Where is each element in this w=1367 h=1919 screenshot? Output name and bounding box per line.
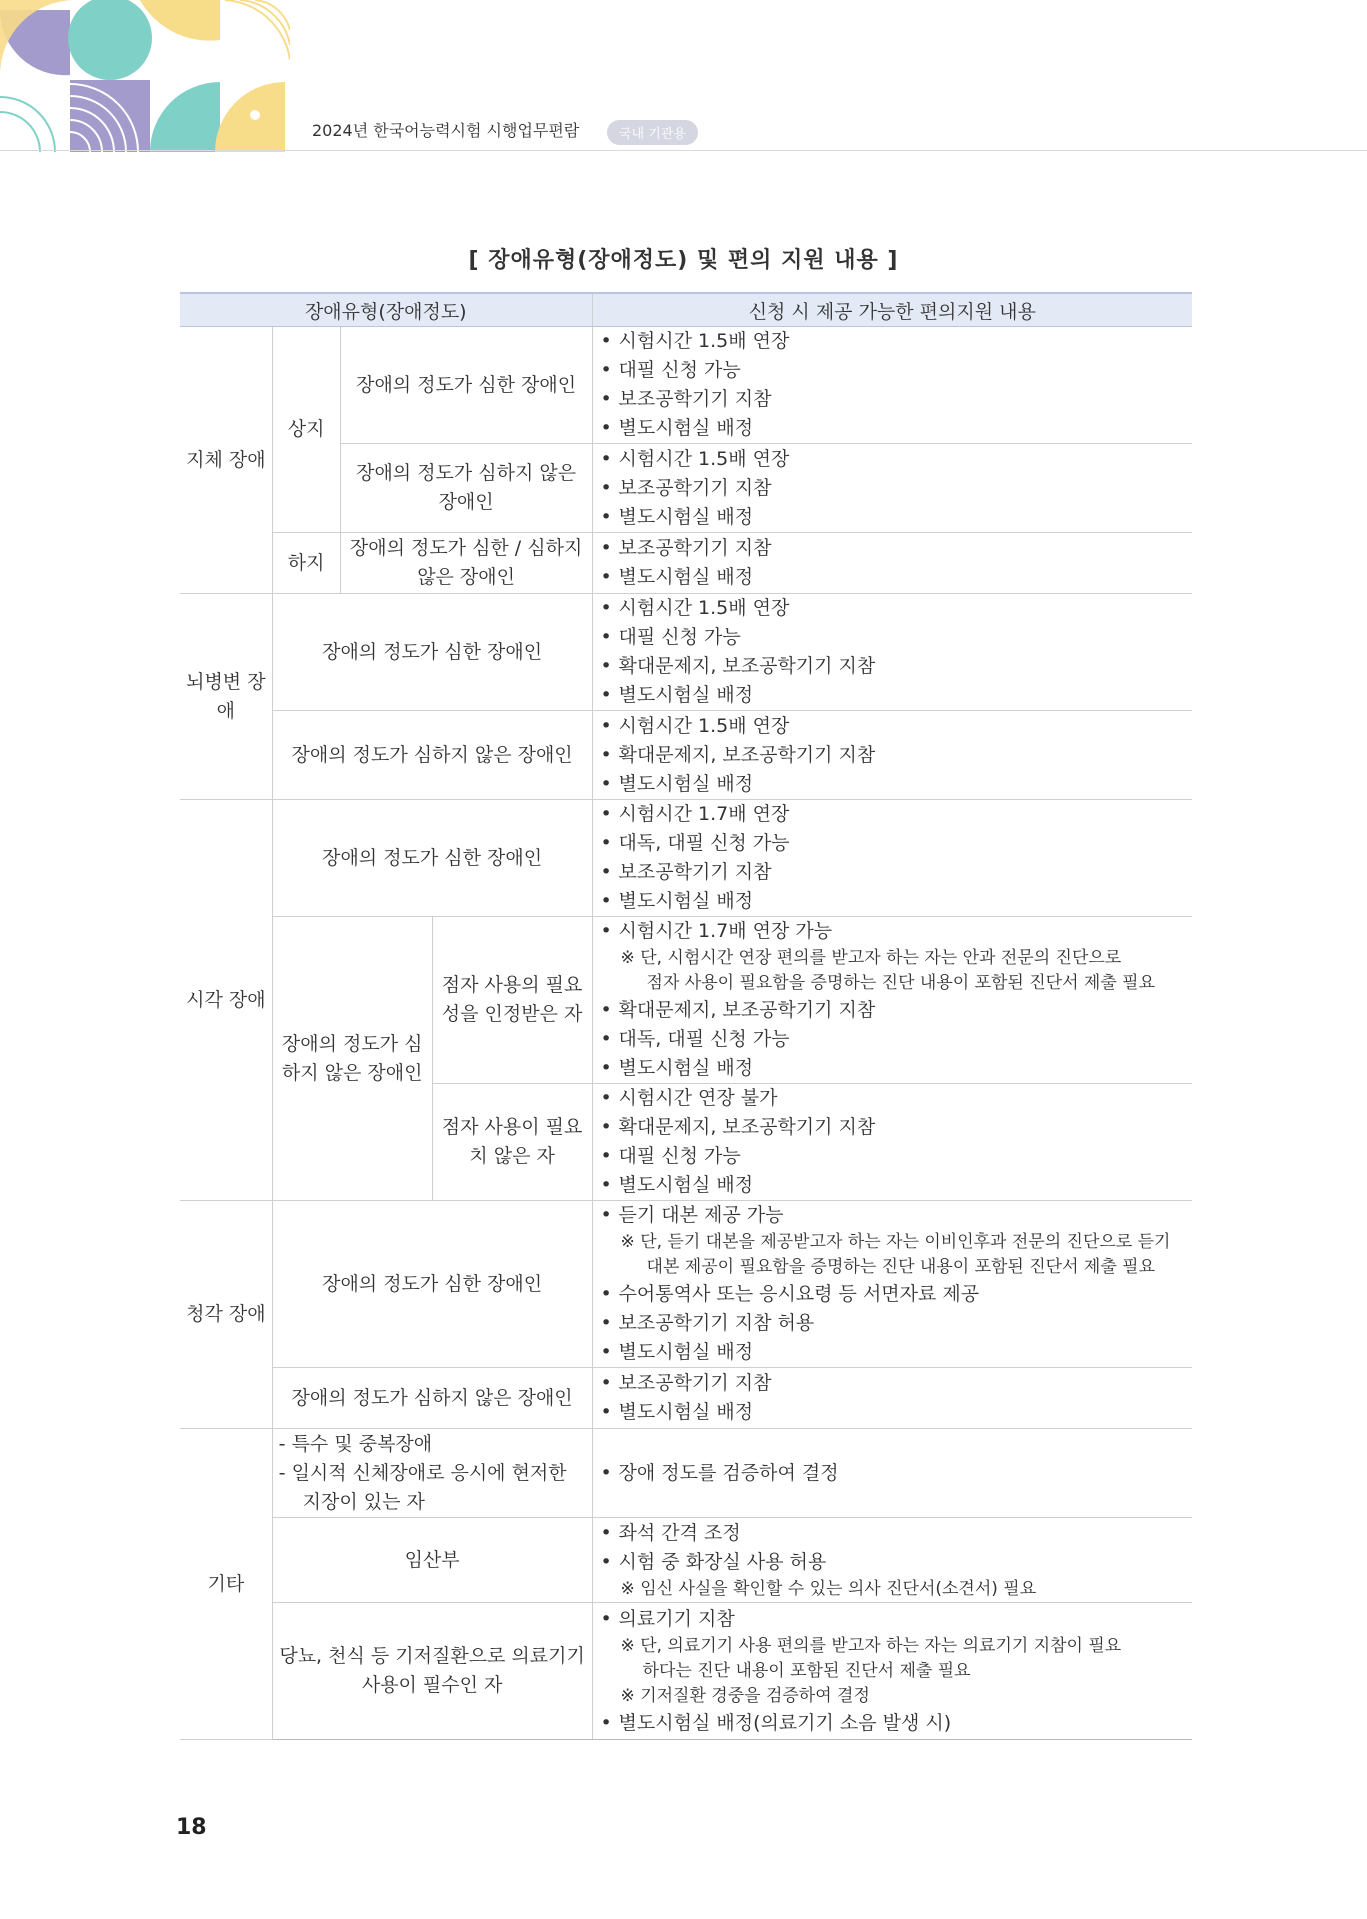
subcategory-upper-limb: 상지 — [272, 327, 340, 533]
column-header-support: 신청 시 제공 가능한 편의지원 내용 — [592, 293, 1192, 327]
degree-cell: 장애의 정도가 심한 장애인 — [272, 1201, 592, 1368]
degree-cell: 당뇨, 천식 등 기저질환으로 의료기기 사용이 필수인 자 — [272, 1603, 592, 1740]
header-badge: 국내 기관용 — [607, 120, 698, 145]
support-cell: • 시험시간 1.5배 연장 • 보조공학기기 지참 • 별도시험실 배정 — [592, 444, 1192, 533]
page-number: 18 — [176, 1815, 207, 1840]
degree-cell: - 특수 및 중복장애 - 일시적 신체장애로 응시에 현저한 지장이 있는 자 — [272, 1429, 592, 1518]
degree-cell: 장애의 정도가 심하지 않은 장애인 — [272, 917, 432, 1201]
table-row — [180, 594, 1192, 711]
header-decoration — [0, 0, 290, 152]
support-cell: • 시험시간 1.5배 연장 • 대필 신청 가능 • 확대문제지, 보조공학기기 지참 • 별도시험실 배정 — [592, 594, 1192, 711]
support-cell: • 시험시간 1.5배 연장 • 대필 신청 가능 • 보조공학기기 지참 • 별도시험실 배정 — [592, 327, 1192, 444]
support-cell: • 장애 정도를 검증하여 결정 — [592, 1429, 1192, 1518]
subdegree-cell: 점자 사용의 필요성을 인정받은 자 — [432, 917, 592, 1084]
table-header-row — [180, 293, 1192, 327]
support-cell: • 시험시간 1.7배 연장 • 대독, 대필 신청 가능 • 보조공학기기 지참 • 별도시험실 배정 — [592, 800, 1192, 917]
support-cell: • 좌석 간격 조정 • 시험 중 화장실 사용 허용 ※ 임신 사실을 확인할 수 있는 의사 진단서(소견서) 필요 — [592, 1518, 1192, 1603]
degree-cell: 장애의 정도가 심하지 않은 장애인 — [272, 1368, 592, 1429]
degree-cell: 장애의 정도가 심한 장애인 — [340, 327, 592, 444]
table-row — [180, 327, 1192, 444]
support-cell: • 보조공학기기 지참 • 별도시험실 배정 — [592, 1368, 1192, 1429]
support-cell: • 시험시간 연장 불가 • 확대문제지, 보조공학기기 지참 • 대필 신청 가능 • 별도시험실 배정 — [592, 1084, 1192, 1201]
support-cell: • 듣기 대본 제공 가능 ※ 단, 듣기 대본을 제공받고자 하는 자는 이비인후과 전문의 진단으로 듣기 대본 제공이 필요함을 증명하는 진단 내용이 포함된 진단서 제출 필요 • 수어통역사 또는 응시요령 등 서면자료 제공 • 보조공학기기 지참 허용 • 별도시험실 배정 — [592, 1201, 1192, 1368]
table-row — [180, 711, 1192, 800]
category-physical: 지체 장애 — [180, 327, 272, 594]
category-visual: 시각 장애 — [180, 800, 272, 1201]
table-row — [180, 1603, 1192, 1740]
degree-cell: 장애의 정도가 심한 / 심하지 않은 장애인 — [340, 533, 592, 594]
category-other: 기타 — [180, 1429, 272, 1740]
table-row — [180, 800, 1192, 917]
degree-cell: 장애의 정도가 심하지 않은 장애인 — [272, 711, 592, 800]
degree-cell: 장애의 정도가 심한 장애인 — [272, 594, 592, 711]
table-row — [180, 1429, 1192, 1518]
table-row — [180, 1201, 1192, 1368]
support-cell: • 시험시간 1.7배 연장 가능 ※ 단, 시험시간 연장 편의를 받고자 하는 자는 안과 전문의 진단으로 점자 사용이 필요함을 증명하는 진단 내용이 포함된 진단서 제출 필요 • 확대문제지, 보조공학기기 지참 • 대독, 대필 신청 가능 • 별도시험실 배정 — [592, 917, 1192, 1084]
table-row — [180, 1518, 1192, 1603]
table-row — [180, 917, 1192, 1084]
header-title: 2024년 한국어능력시험 시행업무편람 — [312, 121, 580, 140]
support-cell: • 시험시간 1.5배 연장 • 확대문제지, 보조공학기기 지참 • 별도시험실 배정 — [592, 711, 1192, 800]
support-cell: • 보조공학기기 지참 • 별도시험실 배정 — [592, 533, 1192, 594]
category-brain: 뇌병변 장애 — [180, 594, 272, 800]
category-hearing: 청각 장애 — [180, 1201, 272, 1429]
support-cell: • 의료기기 지참 ※ 단, 의료기기 사용 편의를 받고자 하는 자는 의료기기 지참이 필요 하다는 진단 내용이 포함된 진단서 제출 필요 ※ 기저질환 경중을 검증하여 결정 • 별도시험실 배정(의료기기 소음 발생 시) — [592, 1603, 1192, 1740]
table-row — [180, 533, 1192, 594]
degree-cell: 장애의 정도가 심한 장애인 — [272, 800, 592, 917]
subcategory-lower-limb: 하지 — [272, 533, 340, 594]
header-divider — [0, 150, 1367, 151]
table-title: [ 장애유형(장애정도) 및 편의 지원 내용 ] — [468, 248, 899, 273]
column-header-type: 장애유형(장애정도) — [180, 293, 592, 327]
subdegree-cell: 점자 사용이 필요치 않은 자 — [432, 1084, 592, 1201]
disability-support-table — [180, 292, 1192, 1740]
degree-cell: 임산부 — [272, 1518, 592, 1603]
degree-cell: 장애의 정도가 심하지 않은 장애인 — [340, 444, 592, 533]
table-row — [180, 1368, 1192, 1429]
